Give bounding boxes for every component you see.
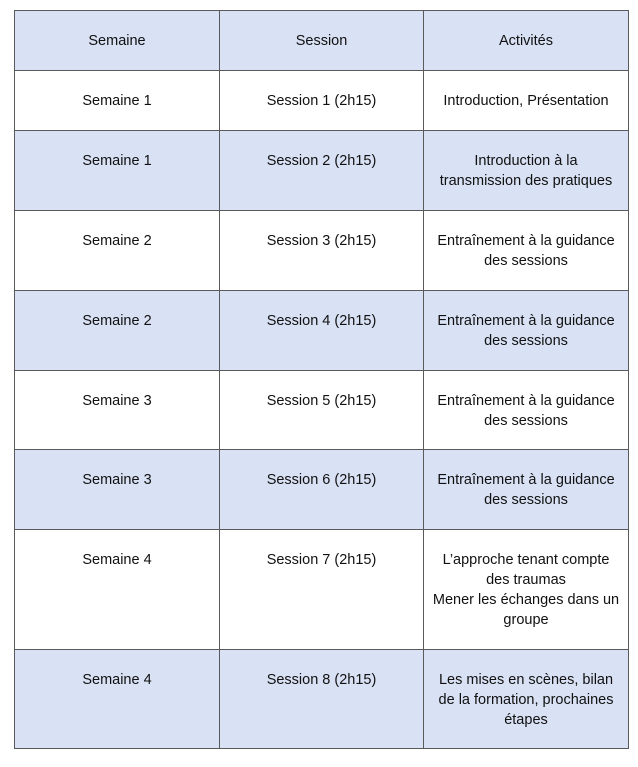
cell-activites: Introduction, Présentation xyxy=(424,71,629,131)
cell-session: Session 6 (2h15) xyxy=(220,450,424,530)
cell-activites: Les mises en scènes, bilan de la formation, prochaines étapes xyxy=(424,650,629,749)
table-row xyxy=(15,291,629,371)
cell-session: Session 5 (2h15) xyxy=(220,371,424,450)
table-header-row xyxy=(15,11,629,71)
cell-activites: L’approche tenant compte des traumas Mener les échanges dans un groupe xyxy=(424,530,629,650)
schedule-table xyxy=(14,10,629,749)
cell-activites: Entraînement à la guidance des sessions xyxy=(424,291,629,371)
cell-semaine: Semaine 2 xyxy=(15,211,220,291)
cell-semaine: Semaine 4 xyxy=(15,650,220,749)
cell-semaine: Semaine 3 xyxy=(15,371,220,450)
cell-session: Session 4 (2h15) xyxy=(220,291,424,371)
table-row xyxy=(15,131,629,211)
cell-semaine: Semaine 1 xyxy=(15,71,220,131)
table-row xyxy=(15,450,629,530)
cell-activites: Entraînement à la guidance des sessions xyxy=(424,450,629,530)
cell-semaine: Semaine 3 xyxy=(15,450,220,530)
cell-session: Session 7 (2h15) xyxy=(220,530,424,650)
cell-activites: Entraînement à la guidance des sessions xyxy=(424,211,629,291)
cell-semaine: Semaine 1 xyxy=(15,131,220,211)
cell-session: Session 3 (2h15) xyxy=(220,211,424,291)
table-row xyxy=(15,530,629,650)
cell-semaine: Semaine 4 xyxy=(15,530,220,650)
cell-activites: Entraînement à la guidance des sessions xyxy=(424,371,629,450)
cell-session: Session 2 (2h15) xyxy=(220,131,424,211)
header-activites: Activités xyxy=(424,11,629,71)
header-semaine: Semaine xyxy=(15,11,220,71)
table-row xyxy=(15,650,629,749)
table-row xyxy=(15,371,629,450)
cell-session: Session 1 (2h15) xyxy=(220,71,424,131)
cell-session: Session 8 (2h15) xyxy=(220,650,424,749)
table-row xyxy=(15,211,629,291)
cell-semaine: Semaine 2 xyxy=(15,291,220,371)
table-row xyxy=(15,71,629,131)
header-session: Session xyxy=(220,11,424,71)
cell-activites: Introduction à la transmission des pratiques xyxy=(424,131,629,211)
